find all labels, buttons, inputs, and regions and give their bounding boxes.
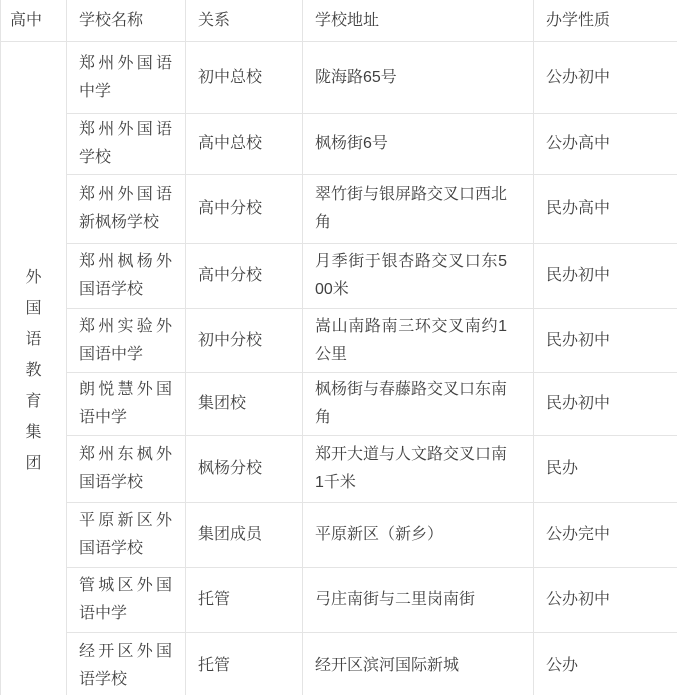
relation-cell: 托管	[186, 633, 303, 695]
school-name-cell: 郑州东枫外国语学校	[67, 436, 186, 503]
address-cell: 郑开大道与人文路交叉口南1千米	[303, 436, 534, 503]
header-col-relation: 关系	[186, 0, 303, 42]
relation-cell: 高中分校	[186, 175, 303, 244]
address-cell: 平原新区（新乡）	[303, 503, 534, 568]
address-cell: 陇海路65号	[303, 42, 534, 114]
relation-cell: 托管	[186, 568, 303, 633]
address-cell: 翠竹街与银屏路交叉口西北角	[303, 175, 534, 244]
header-col-level: 高中	[1, 0, 67, 42]
table-row	[1, 503, 677, 568]
table-row	[1, 244, 677, 309]
relation-cell: 高中总校	[186, 114, 303, 175]
table-row	[1, 114, 677, 175]
table-header	[1, 0, 677, 42]
nature-cell: 民办	[534, 436, 677, 503]
group-label-cell	[1, 42, 67, 695]
relation-cell: 高中分校	[186, 244, 303, 309]
table-row	[1, 436, 677, 503]
header-col-address: 学校地址	[303, 0, 534, 42]
nature-cell: 公办	[534, 633, 677, 695]
group-label: 外国语教育集团	[25, 269, 42, 472]
nature-cell: 公办初中	[534, 568, 677, 633]
address-cell: 枫杨街与春藤路交叉口东南角	[303, 373, 534, 436]
school-name-cell: 郑州实验外国语中学	[67, 309, 186, 373]
nature-cell: 民办高中	[534, 175, 677, 244]
relation-cell: 集团校	[186, 373, 303, 436]
school-name-cell: 平原新区外国语学校	[67, 503, 186, 568]
table-row	[1, 373, 677, 436]
nature-cell: 公办高中	[534, 114, 677, 175]
table-row	[1, 309, 677, 373]
school-name-cell: 郑州外国语中学	[67, 42, 186, 114]
relation-cell: 初中分校	[186, 309, 303, 373]
address-cell: 枫杨街6号	[303, 114, 534, 175]
address-cell: 嵩山南路南三环交叉南约1公里	[303, 309, 534, 373]
school-name-cell: 朗悦慧外国语中学	[67, 373, 186, 436]
nature-cell: 民办初中	[534, 373, 677, 436]
nature-cell: 民办初中	[534, 309, 677, 373]
school-name-cell: 管城区外国语中学	[67, 568, 186, 633]
nature-cell: 公办初中	[534, 42, 677, 114]
school-name-cell: 郑州外国语新枫杨学校	[67, 175, 186, 244]
header-col-nature: 办学性质	[534, 0, 677, 42]
relation-cell: 集团成员	[186, 503, 303, 568]
school-name-cell: 经开区外国语学校	[67, 633, 186, 695]
nature-cell: 公办完中	[534, 503, 677, 568]
table-row	[1, 568, 677, 633]
table-row	[1, 633, 677, 695]
nature-cell: 民办初中	[534, 244, 677, 309]
address-cell: 弓庄南街与二里岗南街	[303, 568, 534, 633]
address-cell: 经开区滨河国际新城	[303, 633, 534, 695]
table-body	[1, 42, 677, 695]
table-row	[1, 42, 677, 114]
school-name-cell: 郑州外国语学校	[67, 114, 186, 175]
table-row	[1, 175, 677, 244]
header-col-school-name: 学校名称	[67, 0, 186, 42]
school-name-cell: 郑州枫杨外国语学校	[67, 244, 186, 309]
relation-cell: 初中总校	[186, 42, 303, 114]
relation-cell: 枫杨分校	[186, 436, 303, 503]
header-row	[1, 0, 677, 42]
address-cell: 月季街于银杏路交叉口东500米	[303, 244, 534, 309]
